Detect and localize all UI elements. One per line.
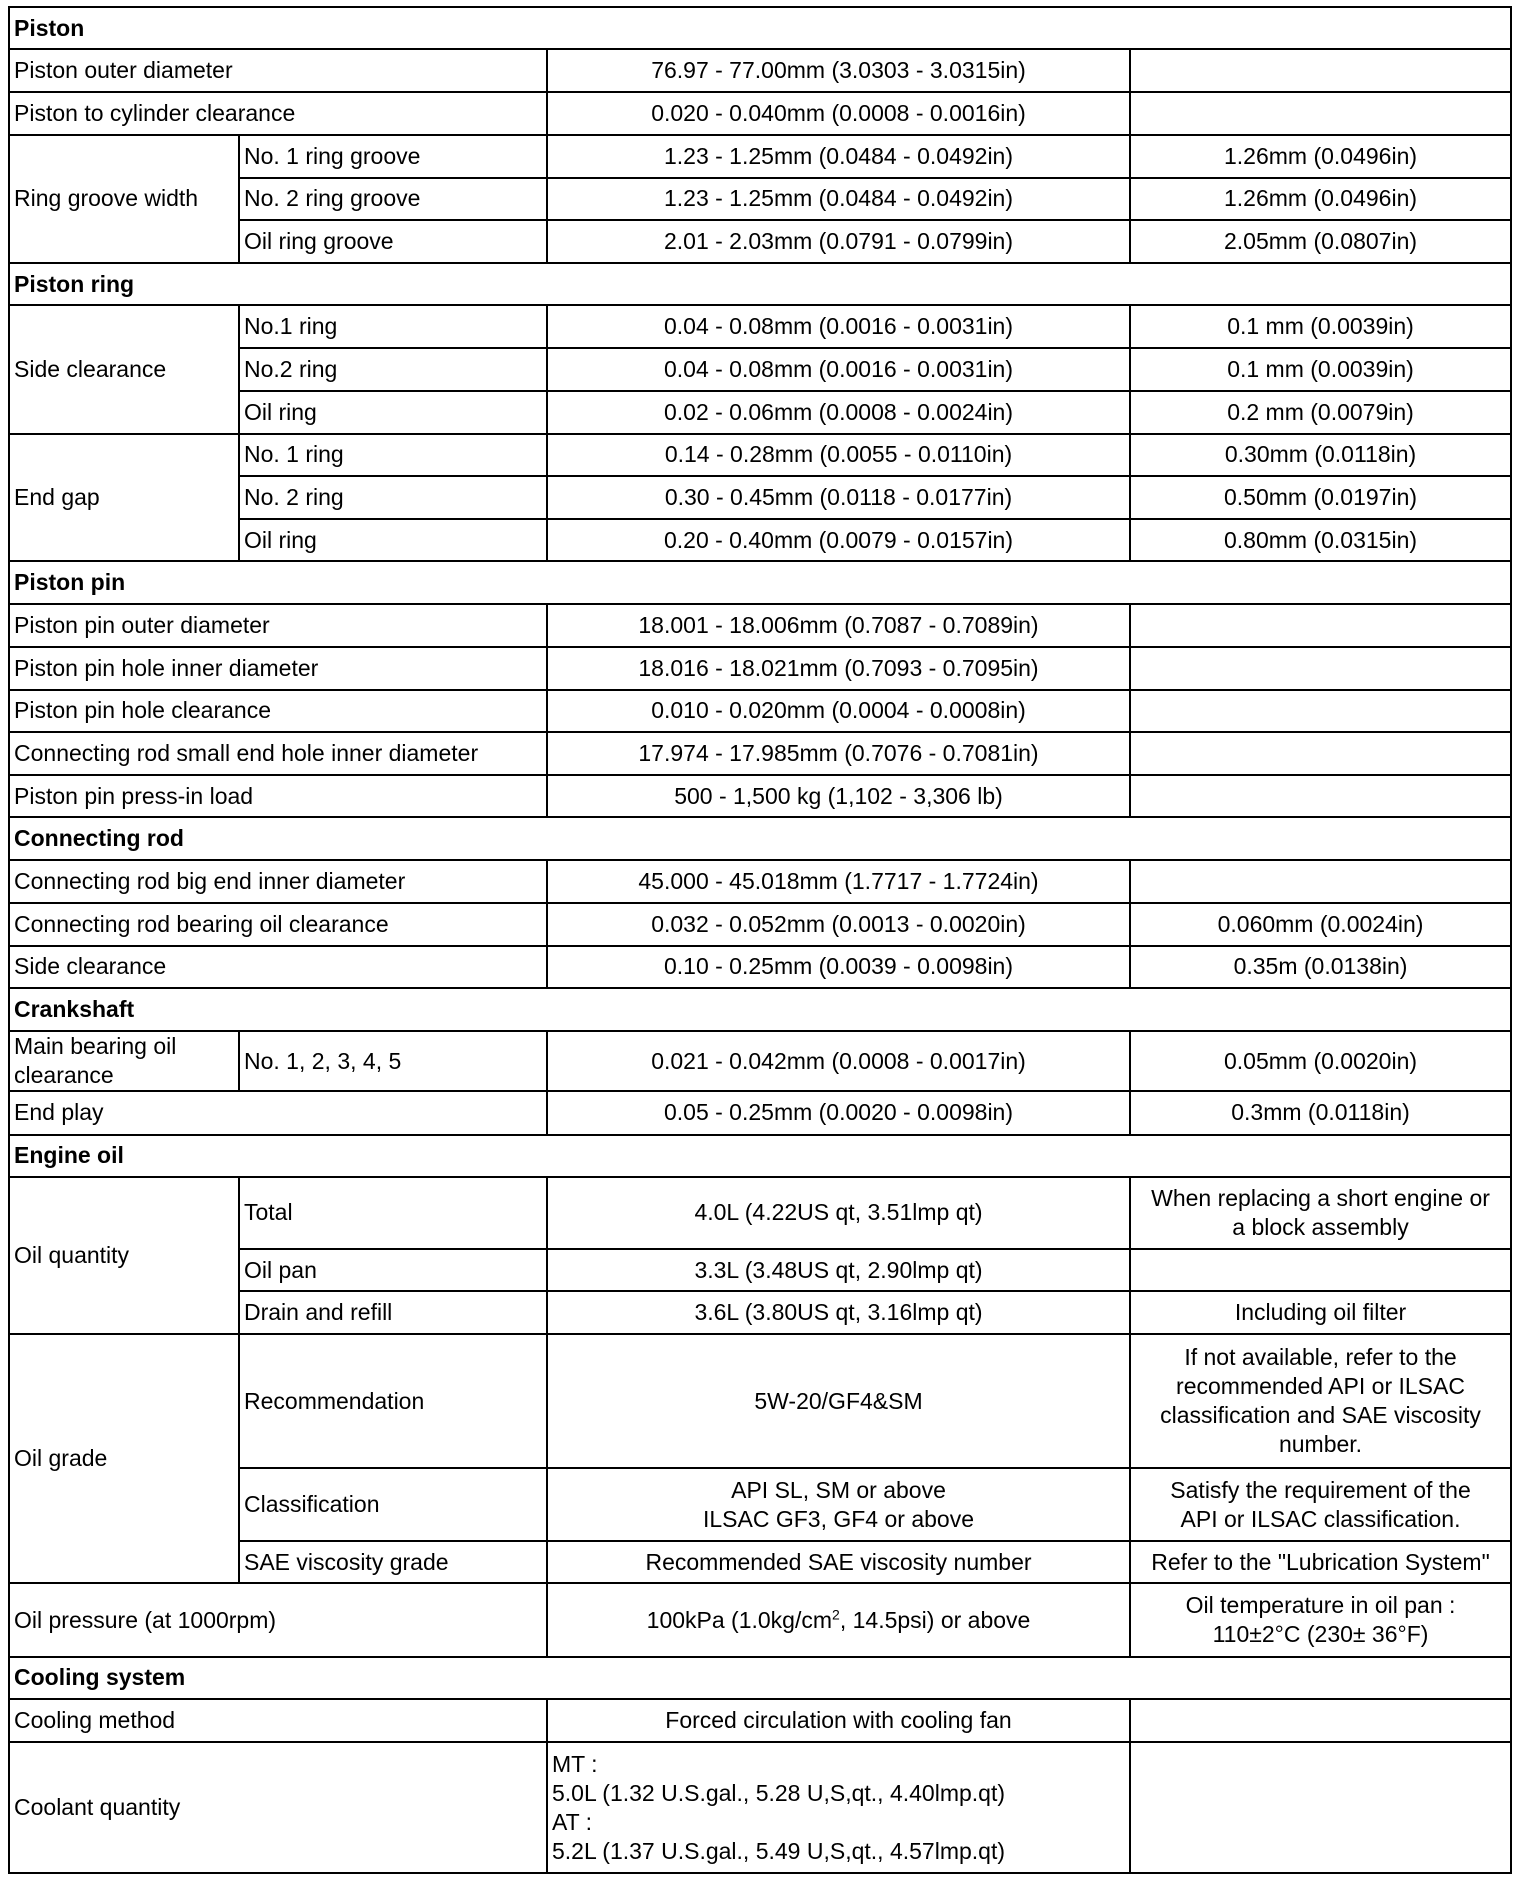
sub-label: Oil ring xyxy=(239,391,547,434)
note-line: When replacing a short engine or xyxy=(1151,1184,1490,1211)
note-line: API or ILSAC classification. xyxy=(1180,1505,1461,1532)
row-label: Coolant quantity xyxy=(9,1742,547,1873)
spec-value: 0.14 - 0.28mm (0.0055 - 0.0110in) xyxy=(547,434,1130,476)
row-label: Piston pin hole inner diameter xyxy=(9,647,547,690)
sub-label: No. 1, 2, 3, 4, 5 xyxy=(239,1031,547,1091)
sub-label: Recommendation xyxy=(239,1334,547,1468)
note-line: Satisfy the requirement of the xyxy=(1170,1476,1471,1503)
spec-value: 0.032 - 0.052mm (0.0013 - 0.0020in) xyxy=(547,903,1130,946)
group-label: Oil grade xyxy=(9,1334,239,1583)
spec-value: 0.021 - 0.042mm (0.0008 - 0.0017in) xyxy=(547,1031,1130,1091)
sub-label: No. 1 ring xyxy=(239,434,547,476)
row-label: End play xyxy=(9,1091,547,1134)
sub-label: Total xyxy=(239,1177,547,1249)
group-label: Oil quantity xyxy=(9,1177,239,1335)
limit-value: 2.05mm (0.0807in) xyxy=(1130,220,1511,263)
spec-value xyxy=(547,1583,1130,1656)
value-line: AT : xyxy=(552,1808,593,1835)
section-header-engine-oil: Engine oil xyxy=(9,1135,1511,1177)
label-line: Main bearing oil xyxy=(14,1033,177,1060)
limit-value: 1.26mm (0.0496in) xyxy=(1130,178,1511,220)
section-header-piston: Piston xyxy=(9,7,1511,49)
spec-value: 0.010 - 0.020mm (0.0004 - 0.0008in) xyxy=(547,690,1130,732)
row-label: Connecting rod small end hole inner diameter xyxy=(9,732,547,775)
row-label: Piston pin hole clearance xyxy=(9,690,547,732)
limit-value: 0.1 mm (0.0039in) xyxy=(1130,348,1511,390)
spec-value xyxy=(547,1742,1130,1873)
limit-value: 0.30mm (0.0118in) xyxy=(1130,434,1511,476)
value-line: MT : xyxy=(552,1750,598,1777)
value-part: , 14.5psi) or above xyxy=(839,1606,1031,1633)
spec-value: 4.0L (4.22US qt, 3.51lmp qt) xyxy=(547,1177,1130,1249)
spec-value: 17.974 - 17.985mm (0.7076 - 0.7081in) xyxy=(547,732,1130,775)
sub-label: Classification xyxy=(239,1468,547,1541)
spec-value: 18.016 - 18.021mm (0.7093 - 0.7095in) xyxy=(547,647,1130,690)
note-cell xyxy=(1130,1334,1511,1468)
limit-value xyxy=(1130,860,1511,902)
row-label: Piston pin outer diameter xyxy=(9,604,547,646)
limit-cell xyxy=(1130,775,1511,817)
spec-value: 45.000 - 45.018mm (1.7717 - 1.7724in) xyxy=(547,860,1130,902)
note-cell xyxy=(1130,1177,1511,1249)
limit-value: 0.05mm (0.0020in) xyxy=(1130,1031,1511,1091)
section-header-crankshaft: Crankshaft xyxy=(9,988,1511,1031)
spec-value: 1.23 - 1.25mm (0.0484 - 0.0492in) xyxy=(547,178,1130,220)
note-line: classification and SAE viscosity xyxy=(1160,1402,1481,1429)
spec-value: 3.6L (3.80US qt, 3.16lmp qt) xyxy=(547,1291,1130,1334)
spec-value: 0.30 - 0.45mm (0.0118 - 0.0177in) xyxy=(547,476,1130,519)
note-line: 110±2°C (230± 36°F) xyxy=(1212,1621,1429,1648)
spec-value: 3.3L (3.48US qt, 2.90lmp qt) xyxy=(547,1249,1130,1291)
sub-label: Oil pan xyxy=(239,1249,547,1291)
sub-label: No. 2 ring groove xyxy=(239,178,547,220)
superscript: 2 xyxy=(832,1605,840,1622)
limit-value: 0.3mm (0.0118in) xyxy=(1130,1091,1511,1134)
limit-cell xyxy=(1130,690,1511,732)
spec-value: 0.20 - 0.40mm (0.0079 - 0.0157in) xyxy=(547,519,1130,561)
spec-value: 0.10 - 0.25mm (0.0039 - 0.0098in) xyxy=(547,946,1130,988)
sub-label: SAE viscosity grade xyxy=(239,1541,547,1583)
sub-label: No. 2 ring xyxy=(239,476,547,519)
label-line: clearance xyxy=(14,1062,114,1089)
sub-label: Drain and refill xyxy=(239,1291,547,1334)
row-label: Connecting rod bearing oil clearance xyxy=(9,903,547,946)
note-line: a block assembly xyxy=(1232,1213,1409,1240)
note-line: recommended API or ILSAC xyxy=(1176,1373,1465,1400)
limit-value: 0.35m (0.0138in) xyxy=(1130,946,1511,988)
spec-value: 1.23 - 1.25mm (0.0484 - 0.0492in) xyxy=(547,135,1130,178)
section-header-piston-pin: Piston pin xyxy=(9,561,1511,604)
note-value: Refer to the "Lubrication System" xyxy=(1130,1541,1511,1583)
row-label: Piston to cylinder clearance xyxy=(9,92,547,134)
row-label: Side clearance xyxy=(9,946,547,988)
limit-cell xyxy=(1130,92,1511,134)
spec-value: 500 - 1,500 kg (1,102 - 3,306 lb) xyxy=(547,775,1130,817)
spec-value: 2.01 - 2.03mm (0.0791 - 0.0799in) xyxy=(547,220,1130,263)
row-label: Piston outer diameter xyxy=(9,49,547,92)
spec-value: 0.04 - 0.08mm (0.0016 - 0.0031in) xyxy=(547,348,1130,390)
spec-value: Recommended SAE viscosity number xyxy=(547,1541,1130,1583)
sub-label: No.1 ring xyxy=(239,305,547,348)
limit-value: 0.2 mm (0.0079in) xyxy=(1130,391,1511,434)
spec-value: 0.04 - 0.08mm (0.0016 - 0.0031in) xyxy=(547,305,1130,348)
group-label xyxy=(9,1031,239,1091)
section-header-connecting-rod: Connecting rod xyxy=(9,817,1511,860)
value-line: API SL, SM or above xyxy=(731,1476,946,1503)
note-line: number. xyxy=(1278,1431,1363,1458)
section-header-piston-ring: Piston ring xyxy=(9,263,1511,305)
sub-label: Oil ring xyxy=(239,519,547,561)
limit-cell xyxy=(1130,732,1511,775)
note-line: Oil temperature in oil pan : xyxy=(1185,1592,1456,1619)
note-line: If not available, refer to the xyxy=(1184,1344,1457,1371)
limit-value: 0.1 mm (0.0039in) xyxy=(1130,305,1511,348)
group-label: End gap xyxy=(9,434,239,562)
limit-cell xyxy=(1130,647,1511,690)
limit-cell xyxy=(1130,604,1511,646)
row-label: Connecting rod big end inner diameter xyxy=(9,860,547,902)
spec-value: 76.97 - 77.00mm (3.0303 - 3.0315in) xyxy=(547,49,1130,92)
group-label: Ring groove width xyxy=(9,135,239,264)
note-cell xyxy=(1130,1583,1511,1656)
row-label: Cooling method xyxy=(9,1699,547,1742)
limit-cell xyxy=(1130,49,1511,92)
value-line: ILSAC GF3, GF4 or above xyxy=(702,1505,974,1532)
spec-value: 0.020 - 0.040mm (0.0008 - 0.0016in) xyxy=(547,92,1130,134)
limit-value: 0.50mm (0.0197in) xyxy=(1130,476,1511,519)
value-part: 100kPa (1.0kg/cm xyxy=(646,1606,833,1633)
section-header-cooling-system: Cooling system xyxy=(9,1657,1511,1699)
group-label: Side clearance xyxy=(9,305,239,434)
value-line: 5.0L (1.32 U.S.gal., 5.28 U,S,qt., 4.40lmp.qt) xyxy=(552,1779,1006,1806)
note-value: Including oil filter xyxy=(1130,1291,1511,1334)
sub-label: No. 1 ring groove xyxy=(239,135,547,178)
spec-value: Forced circulation with cooling fan xyxy=(547,1699,1130,1742)
specification-table xyxy=(8,6,1512,1874)
limit-cell xyxy=(1130,1699,1511,1742)
limit-value: 0.80mm (0.0315in) xyxy=(1130,519,1511,561)
limit-value: 1.26mm (0.0496in) xyxy=(1130,135,1511,178)
limit-value: 0.060mm (0.0024in) xyxy=(1130,903,1511,946)
sub-label: Oil ring groove xyxy=(239,220,547,263)
spec-value: 5W-20/GF4&SM xyxy=(547,1334,1130,1468)
limit-cell xyxy=(1130,1742,1511,1873)
note-cell xyxy=(1130,1249,1511,1291)
value-line: 5.2L (1.37 U.S.gal., 5.49 U,S,qt., 4.57lmp.qt) xyxy=(552,1837,1006,1864)
spec-value: 0.05 - 0.25mm (0.0020 - 0.0098in) xyxy=(547,1091,1130,1134)
spec-value xyxy=(547,1468,1130,1541)
row-label: Oil pressure (at 1000rpm) xyxy=(9,1583,547,1656)
spec-value: 0.02 - 0.06mm (0.0008 - 0.0024in) xyxy=(547,391,1130,434)
spec-value: 18.001 - 18.006mm (0.7087 - 0.7089in) xyxy=(547,604,1130,646)
row-label: Piston pin press-in load xyxy=(9,775,547,817)
sub-label: No.2 ring xyxy=(239,348,547,390)
note-cell xyxy=(1130,1468,1511,1541)
